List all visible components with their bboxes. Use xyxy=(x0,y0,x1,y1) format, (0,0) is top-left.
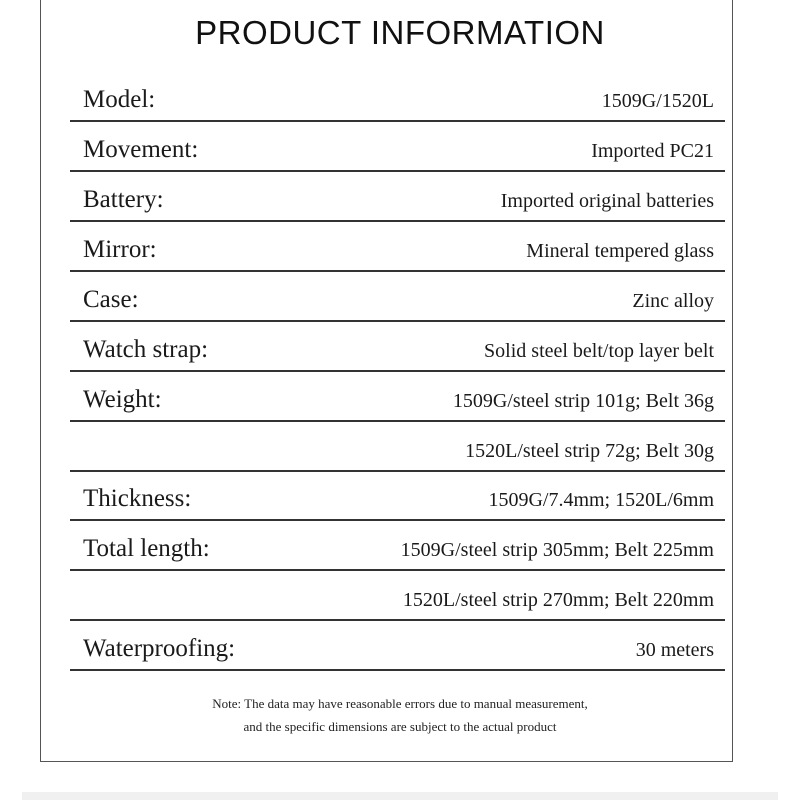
spec-row-case xyxy=(70,270,725,322)
spec-row-model xyxy=(70,70,725,122)
spec-row-weight-continued xyxy=(70,420,725,472)
spec-value: 1509G/7.4mm; 1520L/6mm xyxy=(488,489,714,511)
spec-label: Thickness: xyxy=(83,485,192,512)
spec-row-thickness xyxy=(70,469,725,521)
spec-label: Mirror: xyxy=(83,236,157,263)
spec-value: Imported original batteries xyxy=(500,190,714,212)
note-line-1: Note: The data may have reasonable errors due to manual measurement, xyxy=(212,696,588,711)
spec-label: Model: xyxy=(83,86,156,113)
spec-row-movement xyxy=(70,120,725,172)
spec-value: 1520L/steel strip 72g; Belt 30g xyxy=(465,440,714,462)
spec-value: 1509G/1520L xyxy=(601,90,714,112)
spec-value: 1509G/steel strip 305mm; Belt 225mm xyxy=(400,539,714,561)
note-line-2: and the specific dimensions are subject to the actual product xyxy=(243,719,557,734)
spec-label: Total length: xyxy=(83,535,210,562)
spec-label: Movement: xyxy=(83,136,199,163)
spec-row-total-length xyxy=(70,519,725,571)
bottom-band xyxy=(22,792,778,800)
spec-label: Battery: xyxy=(83,186,164,213)
spec-value: Zinc alloy xyxy=(632,290,714,312)
spec-row-waterproofing xyxy=(70,619,725,671)
spec-label: Watch strap: xyxy=(83,336,209,363)
spec-value: 30 meters xyxy=(635,639,714,661)
page-title: PRODUCT INFORMATION xyxy=(195,14,605,51)
spec-row-mirror xyxy=(70,220,725,272)
spec-label: Waterproofing: xyxy=(83,635,236,662)
spec-label: Case: xyxy=(83,286,139,313)
spec-row-watch-strap xyxy=(70,320,725,372)
spec-value: Solid steel belt/top layer belt xyxy=(484,340,714,362)
spec-value: Mineral tempered glass xyxy=(526,240,714,262)
spec-value: Imported PC21 xyxy=(591,140,714,162)
spec-row-battery xyxy=(70,170,725,222)
spec-value: 1509G/steel strip 101g; Belt 36g xyxy=(452,390,714,412)
spec-value: 1520L/steel strip 270mm; Belt 220mm xyxy=(402,589,714,611)
spec-row-weight xyxy=(70,370,725,422)
spec-label: Weight: xyxy=(83,386,162,413)
spec-row-total-length-continued xyxy=(70,569,725,621)
